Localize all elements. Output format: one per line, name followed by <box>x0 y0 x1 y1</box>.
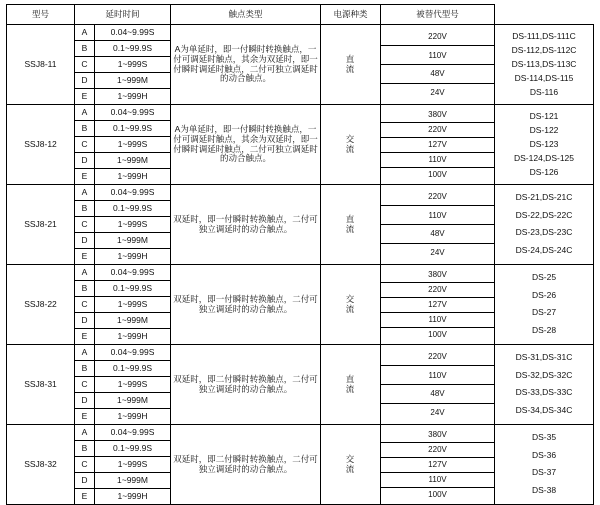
contact-type-cell: A为单延时，即一付瞬时转换触点，一付可调延时触点，其余为双延时，即一付瞬时调延时触点，二付可独立调延时的动合触点。 <box>171 105 321 185</box>
header-contact-type: 触点类型 <box>171 5 321 25</box>
header-delay-time: 延时时间 <box>75 5 171 25</box>
voltage-cell: 24V <box>430 88 445 98</box>
table-row <box>7 425 594 441</box>
substitute-cell-group <box>495 425 594 505</box>
power-kind-cell: 交 流 <box>321 105 381 185</box>
delay-time-cell: 1~999S <box>95 457 171 473</box>
variant-letter-cell: E <box>75 329 95 345</box>
voltage-cell: 48V <box>381 65 494 84</box>
substitute-cell: DS-24,DS-24C <box>515 245 573 256</box>
substitute-cell: DS-23,DS-23C <box>515 227 573 238</box>
variant-letter-cell: D <box>75 393 95 409</box>
delay-time-cell: 0.1~99.9S <box>95 361 171 377</box>
substitute-cell-group <box>495 185 594 265</box>
voltage-cell: 127V <box>381 457 494 472</box>
substitute-cell-group <box>495 345 594 425</box>
delay-time-cell: 0.04~9.99S <box>95 425 171 441</box>
substitute-cell: DS-38 <box>531 485 557 496</box>
delay-time-cell: 1~999S <box>95 57 171 73</box>
variant-letter-cell: A <box>75 425 95 441</box>
power-kind-cell: 直 流 <box>321 25 381 105</box>
table-row <box>7 25 594 41</box>
voltage-cell: 220V <box>381 442 494 457</box>
delay-time-cell: 1~999S <box>95 137 171 153</box>
variant-letter-cell: B <box>75 41 95 57</box>
variant-letter-cell: C <box>75 457 95 473</box>
delay-time-cell: 1~999M <box>95 233 171 249</box>
variant-letter-cell: D <box>75 153 95 169</box>
delay-time-cell: 1~999H <box>95 489 171 505</box>
variant-letter-cell: B <box>75 201 95 217</box>
model-cell: SSJ8-32 <box>7 425 75 505</box>
substitute-cell: DS-114,DS-115 <box>514 72 574 83</box>
voltage-cell: 110V <box>381 152 494 167</box>
variant-letter-cell: D <box>75 73 95 89</box>
voltage-cell: 380V <box>381 268 494 283</box>
model-cell: SSJ8-22 <box>7 265 75 345</box>
voltage-cell: 220V <box>381 28 494 46</box>
delay-time-cell: 0.04~9.99S <box>95 25 171 41</box>
variant-letter-cell: E <box>75 409 95 425</box>
voltage-cell: 380V <box>381 428 494 443</box>
substitute-cell: DS-111,DS-111C <box>512 30 576 41</box>
substitute-cell: DS-121 <box>529 110 559 121</box>
substitute-cell: DS-112,DS-112C <box>511 44 577 55</box>
variant-letter-cell: A <box>75 105 95 121</box>
variant-letter-cell: A <box>75 265 95 281</box>
table-body <box>7 25 594 505</box>
delay-time-cell: 0.1~99.9S <box>95 41 171 57</box>
substitute-cell: DS-36 <box>531 449 557 460</box>
table-row <box>7 265 594 281</box>
substitute-cell-group <box>495 265 594 345</box>
voltage-cell: 110V <box>381 46 494 65</box>
substitute-cell: DS-37 <box>531 467 557 478</box>
delay-time-cell: 1~999H <box>95 329 171 345</box>
delay-time-cell: 1~999H <box>95 249 171 265</box>
power-kind-cell: 交 流 <box>321 425 381 505</box>
substitute-cell: DS-33,DS-33C <box>515 387 573 398</box>
substitute-cell-group <box>495 25 594 105</box>
delay-time-cell: 0.1~99.9S <box>95 441 171 457</box>
model-cell: SSJ8-21 <box>7 185 75 265</box>
substitute-cell: DS-32,DS-32C <box>515 369 573 380</box>
voltage-cell-group <box>381 425 495 505</box>
delay-time-cell: 1~999M <box>95 393 171 409</box>
substitute-cell: DS-113,DS-113C <box>511 58 577 69</box>
delay-time-cell: 1~999S <box>95 377 171 393</box>
delay-time-cell: 0.04~9.99S <box>95 105 171 121</box>
variant-letter-cell: E <box>75 89 95 105</box>
voltage-cell-group <box>381 185 495 265</box>
table-row <box>7 185 594 201</box>
variant-letter-cell: D <box>75 233 95 249</box>
delay-time-cell: 1~999M <box>95 73 171 89</box>
voltage-cell: 380V <box>381 108 494 123</box>
variant-letter-cell: B <box>75 281 95 297</box>
voltage-cell: 127V <box>381 297 494 312</box>
contact-type-cell: 双延时，即一付瞬时转换触点，二付可独立调延时的动合触点。 <box>171 185 321 265</box>
substitute-cell: DS-21,DS-21C <box>515 191 573 202</box>
delay-time-cell: 1~999H <box>95 409 171 425</box>
voltage-cell: 110V <box>381 366 494 385</box>
contact-type-cell: 双延时，即二付瞬时转换触点，二付可独立调延时的动合触点。 <box>171 345 321 425</box>
delay-time-cell: 0.04~9.99S <box>95 185 171 201</box>
header-substitute-model: 被替代型号 <box>381 5 495 25</box>
variant-letter-cell: D <box>75 473 95 489</box>
delay-time-cell: 0.1~99.9S <box>95 121 171 137</box>
voltage-cell: 220V <box>381 122 494 137</box>
voltage-cell-group <box>381 265 495 345</box>
substitute-cell: DS-28 <box>531 325 557 336</box>
substitute-cell: DS-27 <box>531 307 557 318</box>
variant-letter-cell: C <box>75 137 95 153</box>
voltage-cell: 100V <box>428 489 447 499</box>
delay-time-cell: 1~999H <box>95 169 171 185</box>
contact-type-cell: 双延时，即一付瞬时转换触点，二付可独立调延时的动合触点。 <box>171 265 321 345</box>
delay-time-cell: 1~999H <box>95 89 171 105</box>
table-row <box>7 345 594 361</box>
model-cell: SSJ8-11 <box>7 25 75 105</box>
substitute-cell: DS-34,DS-34C <box>515 405 573 416</box>
model-cell: SSJ8-12 <box>7 105 75 185</box>
delay-time-cell: 0.04~9.99S <box>95 345 171 361</box>
variant-letter-cell: E <box>75 249 95 265</box>
substitute-cell: DS-31,DS-31C <box>515 351 573 362</box>
header-row <box>7 5 594 25</box>
voltage-cell: 110V <box>381 206 494 225</box>
variant-letter-cell: A <box>75 185 95 201</box>
voltage-cell: 48V <box>381 385 494 404</box>
substitute-cell: DS-122 <box>529 124 559 135</box>
voltage-cell: 127V <box>381 137 494 152</box>
delay-time-cell: 1~999S <box>95 297 171 313</box>
delay-time-cell: 1~999M <box>95 313 171 329</box>
variant-letter-cell: C <box>75 217 95 233</box>
model-cell: SSJ8-31 <box>7 345 75 425</box>
header-model: 型号 <box>7 5 75 25</box>
variant-letter-cell: A <box>75 25 95 41</box>
voltage-cell: 110V <box>381 312 494 327</box>
specification-table <box>6 4 594 505</box>
voltage-cell: 48V <box>381 225 494 244</box>
substitute-cell: DS-116 <box>529 86 559 97</box>
substitute-cell: DS-25 <box>531 271 557 282</box>
variant-letter-cell: A <box>75 345 95 361</box>
substitute-cell: DS-22,DS-22C <box>515 209 573 220</box>
variant-letter-cell: D <box>75 313 95 329</box>
variant-letter-cell: C <box>75 377 95 393</box>
substitute-cell: DS-124,DS-125 <box>514 152 575 163</box>
contact-type-cell: 双延时，即二付瞬时转换触点，二付可独立调延时的动合触点。 <box>171 425 321 505</box>
variant-letter-cell: C <box>75 57 95 73</box>
substitute-cell-group <box>495 105 594 185</box>
variant-letter-cell: B <box>75 121 95 137</box>
voltage-cell: 220V <box>381 282 494 297</box>
voltage-cell: 100V <box>428 329 447 339</box>
voltage-cell: 220V <box>381 188 494 206</box>
delay-time-cell: 0.1~99.9S <box>95 201 171 217</box>
voltage-cell: 24V <box>430 408 445 418</box>
delay-time-cell: 0.1~99.9S <box>95 281 171 297</box>
substitute-cell: DS-35 <box>531 431 557 442</box>
voltage-cell: 110V <box>381 472 494 487</box>
voltage-cell: 100V <box>428 169 447 179</box>
power-kind-cell: 直 流 <box>321 345 381 425</box>
power-kind-cell: 直 流 <box>321 185 381 265</box>
substitute-cell: DS-126 <box>529 166 559 177</box>
power-kind-cell: 交 流 <box>321 265 381 345</box>
variant-letter-cell: C <box>75 297 95 313</box>
substitute-cell: DS-26 <box>531 289 557 300</box>
voltage-cell-group <box>381 25 495 105</box>
voltage-cell: 220V <box>381 348 494 366</box>
variant-letter-cell: E <box>75 169 95 185</box>
substitute-cell: DS-123 <box>529 138 559 149</box>
variant-letter-cell: B <box>75 441 95 457</box>
variant-letter-cell: E <box>75 489 95 505</box>
delay-time-cell: 0.04~9.99S <box>95 265 171 281</box>
table-header <box>7 5 594 25</box>
header-power-type: 电源种类 <box>321 5 381 25</box>
variant-letter-cell: B <box>75 361 95 377</box>
voltage-cell-group <box>381 345 495 425</box>
delay-time-cell: 1~999S <box>95 217 171 233</box>
table-row <box>7 105 594 121</box>
voltage-cell-group <box>381 105 495 185</box>
voltage-cell: 24V <box>430 248 445 258</box>
contact-type-cell: A为单延时，即一付瞬时转换触点，一付可调延时触点，其余为双延时，即一付瞬时调延时触点，二付可独立调延时的动合触点。 <box>171 25 321 105</box>
delay-time-cell: 1~999M <box>95 153 171 169</box>
delay-time-cell: 1~999M <box>95 473 171 489</box>
